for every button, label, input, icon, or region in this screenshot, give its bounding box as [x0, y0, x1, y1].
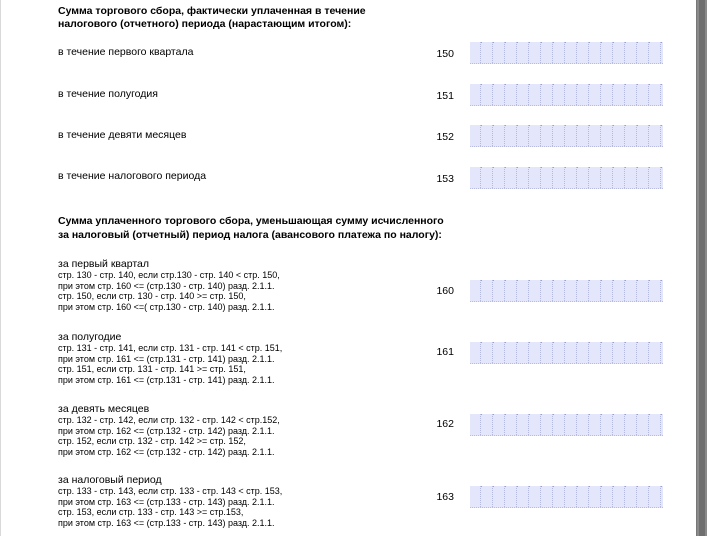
field-cell-separator: [528, 342, 529, 363]
section1-heading-line2: налогового (отчетного) периода (нарастающим итогом):: [58, 18, 352, 30]
field-cell-separator: [516, 84, 517, 105]
field-cell-separator: [600, 167, 601, 188]
field-cell-separator: [612, 167, 613, 188]
scrollbar-track[interactable]: [699, 0, 705, 536]
line-code-160: 160: [436, 285, 454, 297]
row-label-151: в течение полугодия: [58, 88, 158, 100]
field-cell-separator: [600, 42, 601, 63]
field-cell-separator: [576, 414, 577, 435]
row-block-163: [58, 474, 282, 528]
formula-line: стр. 153, если стр. 133 - стр. 143 >= стр.153,: [58, 507, 244, 517]
field-cell-separator: [480, 167, 481, 188]
field-cell-separator: [588, 342, 589, 363]
field-cell-separator: [600, 342, 601, 363]
field-cell-separator: [552, 84, 553, 105]
field-cell-separator: [540, 84, 541, 105]
field-cell-separator: [492, 42, 493, 63]
field-cell-separator: [540, 125, 541, 146]
field-cell-separator: [492, 342, 493, 363]
field-cell-separator: [540, 486, 541, 507]
field-cell-separator: [480, 42, 481, 63]
field-cell-separator: [528, 167, 529, 188]
field-cell-separator: [660, 280, 661, 301]
field-cell-separator: [660, 84, 661, 105]
field-cell-separator: [480, 125, 481, 146]
field-cell-separator: [636, 84, 637, 105]
field-cell-separator: [576, 167, 577, 188]
section2-heading-line2: за налоговый (отчетный) период налога (авансового платежа по налогу):: [58, 229, 442, 241]
field-cell-separator: [552, 414, 553, 435]
formula-line: стр. 133 - стр. 143, если стр. 133 - стр. 143 < стр. 153,: [58, 486, 283, 496]
field-cell-separator: [576, 125, 577, 146]
formula-line: стр. 151, если стр. 131 - стр. 141 >= стр. 151,: [58, 364, 246, 374]
field-cell-separator: [612, 414, 613, 435]
field-cell-separator: [528, 414, 529, 435]
field-cell-separator: [648, 486, 649, 507]
field-cell-separator: [552, 280, 553, 301]
row-label-150: в течение первого квартала: [58, 46, 194, 58]
field-cell-separator: [624, 84, 625, 105]
field-cell-separator: [528, 84, 529, 105]
field-cell-separator: [492, 84, 493, 105]
formula-line: при этом стр. 162 <= (стр.132 - стр. 142) разд. 2.1.1.: [58, 446, 275, 457]
field-cell-separator: [504, 280, 505, 301]
field-cell-separator: [576, 486, 577, 507]
field-cell-separator: [660, 167, 661, 188]
input-field-160[interactable]: [470, 280, 663, 302]
field-cell-separator: [660, 125, 661, 146]
field-cell-separator: [576, 42, 577, 63]
formula-line: при этом стр. 160 <= (стр.130 - стр. 140) разд. 2.1.1.: [58, 280, 275, 291]
formula-line: стр. 150, если стр. 130 - стр. 140 >= стр. 150,: [58, 291, 246, 301]
row-label-153: в течение налогового периода: [58, 170, 207, 182]
line-code-152: 152: [436, 131, 454, 143]
field-cell-separator: [612, 42, 613, 63]
field-cell-separator: [624, 280, 625, 301]
field-cell-separator: [504, 84, 505, 105]
formula-line: при этом стр. 163 <= (стр.133 - стр. 143) разд. 2.1.1.: [58, 496, 275, 507]
field-cell-separator: [576, 84, 577, 105]
field-cell-separator: [504, 486, 505, 507]
row-block-160: [58, 258, 280, 312]
field-cell-separator: [588, 42, 589, 63]
field-cell-separator: [528, 42, 529, 63]
field-cell-separator: [504, 414, 505, 435]
field-cell-separator: [660, 414, 661, 435]
field-cell-separator: [600, 125, 601, 146]
field-cell-separator: [516, 125, 517, 146]
field-cell-separator: [492, 486, 493, 507]
formula-line: при этом стр. 161 <= (стр.131 - стр. 141) разд. 2.1.1.: [58, 353, 275, 364]
field-cell-separator: [612, 342, 613, 363]
formula-line: при этом стр. 163 <= (стр.133 - стр. 143) разд. 2.1.1.: [58, 517, 275, 528]
field-cell-separator: [552, 167, 553, 188]
line-code-153: 153: [436, 173, 454, 185]
line-code-163: 163: [436, 491, 454, 503]
field-cell-separator: [636, 342, 637, 363]
input-field-150[interactable]: [470, 42, 663, 64]
field-cell-separator: [564, 414, 565, 435]
field-cell-separator: [636, 280, 637, 301]
field-cell-separator: [480, 414, 481, 435]
field-cell-separator: [480, 342, 481, 363]
formula-line: стр. 130 - стр. 140, если стр.130 - стр. 140 < стр. 150,: [58, 270, 280, 280]
row-label-152: в течение девяти месяцев: [58, 129, 187, 141]
input-field-162[interactable]: [470, 414, 663, 436]
field-cell-separator: [516, 486, 517, 507]
input-field-153[interactable]: [470, 167, 663, 189]
scrollbar[interactable]: [697, 0, 707, 536]
row-title-162: за девять месяцев: [58, 403, 150, 415]
line-code-151: 151: [436, 90, 454, 102]
field-cell-separator: [600, 414, 601, 435]
row-block-161: [58, 331, 282, 385]
field-cell-separator: [540, 280, 541, 301]
field-cell-separator: [516, 414, 517, 435]
field-cell-separator: [576, 280, 577, 301]
field-cell-separator: [636, 167, 637, 188]
field-cell-separator: [648, 42, 649, 63]
field-cell-separator: [564, 42, 565, 63]
formula-line: стр. 152, если стр. 132 - стр. 142 >= стр. 152,: [58, 436, 246, 446]
field-cell-separator: [576, 342, 577, 363]
field-cell-separator: [636, 486, 637, 507]
field-cell-separator: [660, 342, 661, 363]
formula-line: при этом стр. 160 <=( стр.130 - стр. 140) разд. 2.1.1.: [58, 301, 275, 312]
field-cell-separator: [504, 167, 505, 188]
field-cell-separator: [564, 84, 565, 105]
field-cell-separator: [648, 414, 649, 435]
field-cell-separator: [648, 342, 649, 363]
field-cell-separator: [588, 280, 589, 301]
row-title-163: за налоговый период: [58, 474, 162, 486]
formula-line: при этом стр. 161 <= (стр.131 - стр. 141) разд. 2.1.1.: [58, 374, 275, 385]
field-cell-separator: [660, 486, 661, 507]
field-cell-separator: [636, 125, 637, 146]
field-cell-separator: [504, 42, 505, 63]
field-cell-separator: [588, 167, 589, 188]
row-title-161: за полугодие: [58, 331, 122, 343]
field-cell-separator: [492, 125, 493, 146]
field-cell-separator: [624, 125, 625, 146]
section1-heading-line1: Сумма торгового сбора, фактически уплаченная в течение: [58, 5, 366, 17]
field-cell-separator: [648, 280, 649, 301]
field-cell-separator: [624, 167, 625, 188]
field-cell-separator: [552, 486, 553, 507]
field-cell-separator: [564, 486, 565, 507]
field-cell-separator: [564, 342, 565, 363]
line-code-161: 161: [436, 346, 454, 358]
field-cell-separator: [552, 125, 553, 146]
field-cell-separator: [492, 280, 493, 301]
field-cell-separator: [624, 486, 625, 507]
field-cell-separator: [516, 342, 517, 363]
formula-line: стр. 132 - стр. 142, если стр. 132 - стр. 142 < стр.152,: [58, 415, 280, 425]
field-cell-separator: [648, 167, 649, 188]
field-cell-separator: [612, 125, 613, 146]
field-cell-separator: [564, 167, 565, 188]
field-cell-separator: [540, 167, 541, 188]
field-cell-separator: [552, 342, 553, 363]
field-cell-separator: [504, 342, 505, 363]
field-cell-separator: [648, 125, 649, 146]
field-cell-separator: [564, 125, 565, 146]
field-cell-separator: [612, 280, 613, 301]
field-cell-separator: [600, 280, 601, 301]
input-field-152[interactable]: [470, 125, 663, 147]
field-cell-separator: [540, 42, 541, 63]
field-cell-separator: [588, 414, 589, 435]
section2-heading-line1: Сумма уплаченного торгового сбора, уменьшающая сумму исчисленного: [58, 215, 444, 227]
field-cell-separator: [624, 42, 625, 63]
field-cell-separator: [600, 486, 601, 507]
row-block-162: [58, 403, 280, 457]
field-cell-separator: [636, 42, 637, 63]
field-cell-separator: [588, 486, 589, 507]
input-field-161[interactable]: [470, 342, 663, 364]
field-cell-separator: [588, 125, 589, 146]
field-cell-separator: [540, 342, 541, 363]
field-cell-separator: [528, 280, 529, 301]
input-field-151[interactable]: [470, 84, 663, 106]
field-cell-separator: [540, 414, 541, 435]
field-cell-separator: [504, 125, 505, 146]
field-cell-separator: [636, 414, 637, 435]
field-cell-separator: [600, 84, 601, 105]
input-field-163[interactable]: [470, 486, 663, 508]
field-cell-separator: [552, 42, 553, 63]
field-cell-separator: [516, 167, 517, 188]
formula-line: стр. 131 - стр. 141, если стр. 131 - стр. 141 < стр. 151,: [58, 343, 283, 353]
line-code-150: 150: [436, 48, 454, 60]
formula-line: при этом стр. 162 <= (стр.132 - стр. 142) разд. 2.1.1.: [58, 425, 275, 436]
field-cell-separator: [564, 280, 565, 301]
field-cell-separator: [516, 280, 517, 301]
field-cell-separator: [528, 125, 529, 146]
field-cell-separator: [588, 84, 589, 105]
row-title-160: за первый квартал: [58, 258, 150, 270]
line-code-162: 162: [436, 418, 454, 430]
field-cell-separator: [528, 486, 529, 507]
field-cell-separator: [624, 342, 625, 363]
field-cell-separator: [648, 84, 649, 105]
field-cell-separator: [480, 84, 481, 105]
field-cell-separator: [660, 42, 661, 63]
field-cell-separator: [624, 414, 625, 435]
field-cell-separator: [480, 486, 481, 507]
field-cell-separator: [516, 42, 517, 63]
field-cell-separator: [612, 486, 613, 507]
field-cell-separator: [492, 414, 493, 435]
field-cell-separator: [492, 167, 493, 188]
field-cell-separator: [612, 84, 613, 105]
field-cell-separator: [480, 280, 481, 301]
